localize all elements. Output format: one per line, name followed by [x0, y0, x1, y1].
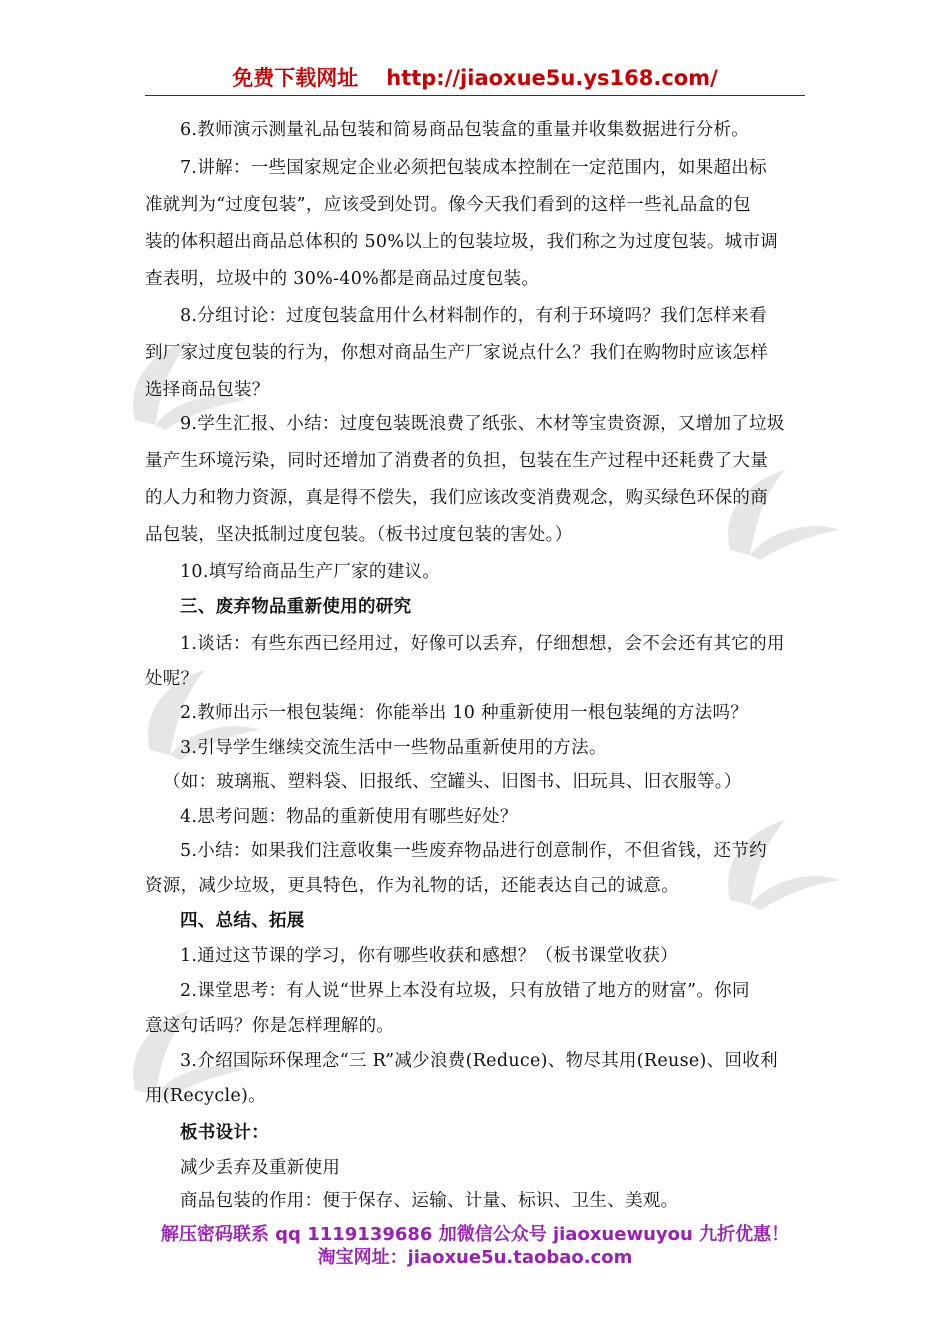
section-heading: 四、总结、拓展 — [180, 911, 305, 931]
section-heading: 三、废弃物品重新使用的研究 — [180, 597, 412, 617]
body-line: 1.通过这节课的学习，你有哪些收获和感想？（板书课堂收获） — [180, 946, 678, 966]
header-url[interactable]: http://jiaoxue5u.ys168.com/ — [386, 66, 718, 90]
body-line: 5.小结：如果我们注意收集一些废弃物品进行创意制作，不但省钱，还节约 — [180, 841, 767, 861]
header-label: 免费下载网址 — [232, 66, 359, 90]
body-line: 查表明，垃圾中的 30%-40%都是商品过度包装。 — [145, 269, 540, 289]
section-heading: 板书设计： — [180, 1123, 269, 1143]
body-line: 处呢？ — [145, 669, 199, 689]
body-line: 2.教师出示一根包装绳：你能举出 10 种重新使用一根包装绳的方法吗？ — [180, 703, 749, 723]
body-line: 减少丢弃及重新使用 — [180, 1158, 341, 1178]
body-line: 意这句话吗？你是怎样理解的。 — [145, 1016, 395, 1036]
body-line: 品包装，坚决抵制过度包装。（板书过度包装的害处。） — [145, 525, 573, 545]
body-line: 8.分组讨论：过度包装盒用什么材料制作的，有利于环境吗？我们怎样来看 — [180, 306, 767, 326]
body-line: 量产生环境污染，同时还增加了消费者的负担，包装在生产过程中还耗费了大量 — [145, 451, 768, 471]
body-line: 用(Recycle)。 — [145, 1086, 266, 1106]
body-line: 1.谈话：有些东西已经用过，好像可以丢弃，仔细想想，会不会还有其它的用 — [180, 634, 785, 654]
body-line: 选择商品包装？ — [145, 380, 270, 400]
body-line: （如：玻璃瓶、塑料袋、旧报纸、空罐头、旧图书、旧玩具、旧衣服等。） — [163, 772, 742, 792]
body-line: 商品包装的作用：便于保存、运输、计量、标识、卫生、美观。 — [180, 1191, 679, 1211]
header-divider — [145, 95, 805, 96]
header-banner — [145, 62, 805, 92]
body-line: 的人力和物力资源，真是得不偿失，我们应该改变消费观念，购买绿色环保的商 — [145, 488, 768, 508]
body-line: 7.讲解：一些国家规定企业必须把包装成本控制在一定范围内，如果超出标 — [180, 158, 767, 178]
body-line: 装的体积超出商品总体积的 50%以上的包装垃圾，我们称之为过度包装。城市调 — [145, 232, 779, 252]
body-line: 准就判为“过度包装”，应该受到处罚。像今天我们看到的这样一些礼品盒的包 — [145, 195, 751, 215]
body-line: 9.学生汇报、小结：过度包装既浪费了纸张、木材等宝贵资源，又增加了垃圾 — [180, 414, 785, 434]
watermark-logo-icon — [690, 460, 890, 570]
body-line: 2.课堂思考：有人说“世界上本没有垃圾，只有放错了地方的财富”。你同 — [180, 981, 750, 1001]
footer-contact: 解压密码联系 qq 1119139686 加微信公众号 jiaoxuewuyou 九折优惠！ — [160, 1224, 790, 1245]
footer-shop-url[interactable]: 淘宝网址：jiaoxue5u.taobao.com — [317, 1247, 633, 1268]
body-line: 4.思考问题：物品的重新使用有哪些好处？ — [180, 807, 518, 827]
body-line: 3.引导学生继续交流生活中一些物品重新使用的方法。 — [180, 738, 607, 758]
body-line: 3.介绍国际环保理念“三 R”减少浪费(Reduce)、物尽其用(Reuse)、回收利 — [180, 1051, 778, 1071]
body-line: 6.教师演示测量礼品包装和简易商品包装盒的重量并收集数据进行分析。 — [180, 120, 750, 140]
body-line: 资源，减少垃圾，更具特色，作为礼物的话，还能表达自己的诚意。 — [145, 876, 679, 896]
body-line: 10.填写给商品生产厂家的建议。 — [180, 562, 441, 582]
body-line: 到厂家过度包装的行为，你想对商品生产厂家说点什么？我们在购物时应该怎样 — [145, 343, 768, 363]
